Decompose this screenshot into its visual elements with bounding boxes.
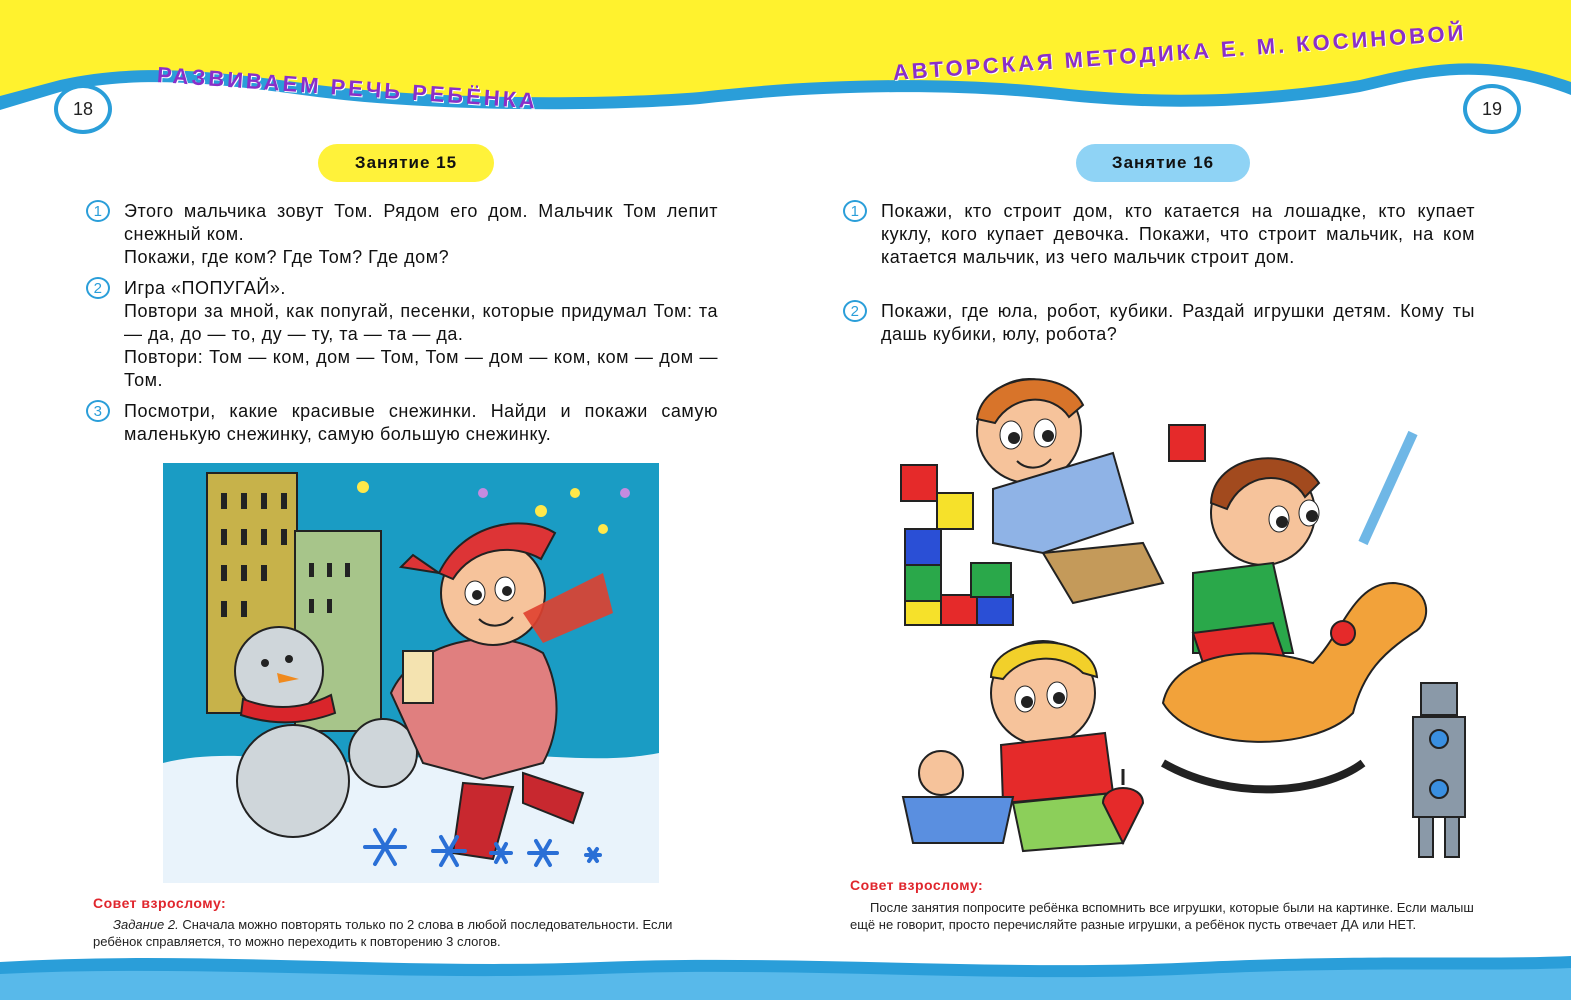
lesson-16-badge: Занятие 16 (1076, 144, 1250, 182)
task-number-badge: 2 (86, 277, 110, 299)
left-page-number: 18 (54, 84, 112, 134)
task-number-badge: 1 (86, 200, 110, 222)
advice-body: Сначала можно повторять только по 2 слова в любой последовательности. Если ребёнок справляется, то можно переходить к повторению 3 слогов. (93, 917, 673, 949)
task-line: Игра «ПОПУГАЙ». (124, 278, 286, 298)
right-running-title: АВТОРСКАЯ МЕТОДИКА Е. М. КОСИНОВОЙ (892, 19, 1468, 85)
right-task-1 (843, 200, 1475, 269)
left-advice-title: Совет взрослому: (93, 895, 227, 911)
task-line: Этого мальчика зовут Том. Рядом его дом. Мальчик Том лепит снежный ком. (124, 201, 718, 244)
task-line: Повтори: Том — ком, дом — Том, Том — дом — ком, ком — дом — Том. (124, 347, 718, 390)
children-toys-illustration (893, 373, 1473, 873)
task-number-badge: 2 (843, 300, 867, 322)
lesson-15-badge: Занятие 15 (318, 144, 494, 182)
advice-task-label: Задание 2. (113, 917, 179, 932)
task-line: Покажи, где ком? Где Том? Где дом? (124, 247, 450, 267)
task-line: Покажи, где юла, робот, кубики. Раздай игрушки детям. Кому ты дашь кубики, юлу, робота? (881, 301, 1475, 344)
left-task-2 (86, 277, 718, 392)
right-task-2 (843, 300, 1475, 346)
left-task-3 (86, 400, 718, 446)
right-advice-title: Совет взрослому: (850, 877, 984, 893)
task-line: Посмотри, какие красивые снежинки. Найди и покажи самую маленькую снежинку, самую большую снежинку. (124, 401, 718, 444)
winter-snowman-illustration (163, 463, 659, 883)
task-line: Повтори за мной, как попугай, песенки, которые придумал Том: та — да, до — то, ду — ту, та — та — да. (124, 301, 718, 344)
right-advice-text: После занятия попросите ребёнка вспомнить все игрушки, которые были на картинке. Если малыш ещё не говорит, просто перечисляйте разные игрушки, а ребёнок пусть отвечает ДА или НЕТ. (850, 900, 1474, 932)
left-advice-text (93, 916, 723, 950)
task-number-badge: 1 (843, 200, 867, 222)
task-line: Покажи, кто строит дом, кто катается на лошадке, кто купает куклу, кого купает девочка. Покажи, что строит мальчик, на ком катается мальчик, из чего мальчик строит дом. (881, 201, 1475, 267)
left-task-1 (86, 200, 718, 269)
left-running-title: РАЗВИВАЕМ РЕЧЬ РЕБЁНКА (156, 62, 539, 114)
task-number-badge: 3 (86, 400, 110, 422)
right-page-number: 19 (1463, 84, 1521, 134)
